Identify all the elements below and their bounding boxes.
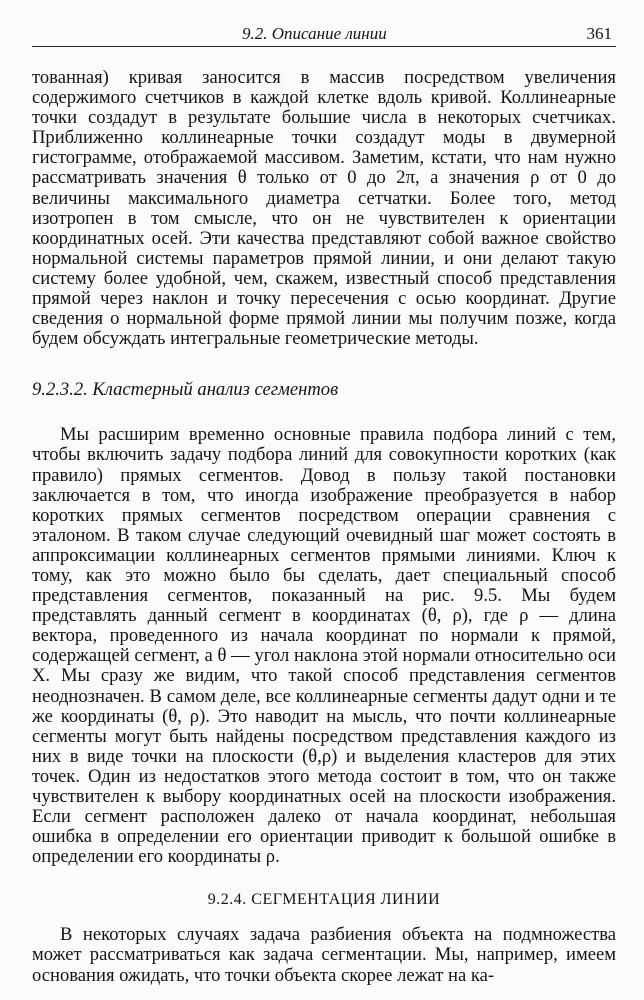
page-body bbox=[32, 68, 616, 986]
section-heading: 9.2.4. СЕГМЕНТАЦИЯ ЛИНИИ bbox=[207, 891, 441, 909]
paragraph-cluster-analysis: Мы расширим временно основные правила подбора линий с тем, чтобы включить задачу подбора линий для совокупности коротких (как правило) прямых сегментов. Довод в пользу такой постановки заключается в том, что иногда изображение преобразуется в набор коротких прямых сегментов посредством операции сравнения с эталоном. В таком случае следующий очевидный шаг может состоять в аппроксимации коллинеарных сегментов прямыми линиями. Ключ к тому, как это можно было бы сделать, дает специальный способ представления сегментов, показанный на рис. 9.5. Мы будем представлять данный сегмент в координатах (θ, ρ), где ρ — длина вектора, проведенного из начала координат по нормали к прямой, содержащей сегмент, а θ — угол наклона этой нормали относительно оси X. Мы сразу же видим, что такой способ представления сегментов неоднозначен. В самом деле, все коллинеарные сегменты дадут одни и те же координаты (θ, ρ). Это наводит на мысль, что почти коллинеарные сегменты могут быть найдены посредством представления каждого из них в виде точки на плоскости (θ,ρ) и выделения кластеров для этих точек. Один из недостатков этого метода состоит в том, что он также чувствителен к выбору координатных осей на плоскости изображения. Если сегмент расположен далеко от начала координат, небольшая ошибка в определении его ориентации приводит к большой ошибке в определении его координаты ρ. bbox=[32, 424, 616, 868]
running-title: 9.2. Описание линии bbox=[242, 24, 387, 43]
paragraph-line-segmentation: В некоторых случаях задача разбиения объекта на подмножества может рассматриваться как задача сегментации. Мы, например, имеем основания ожидать, что точки объекта скорее лежат на ка- bbox=[32, 924, 616, 986]
running-header bbox=[32, 22, 616, 47]
page-number: 361 bbox=[586, 24, 612, 43]
subsection-heading: 9.2.3.2. Кластерный анализ сегментов bbox=[32, 379, 339, 401]
paragraph-continued: тованная) кривая заносится в массив посредством увеличения содержимого счетчиков в каждой клетке вдоль кривой. Коллинеарные точки создадут в результате большие числа в некоторых счетчиках. Приближенно коллинеарные точки создадут моды в двумерной гистограмме, отображаемой массивом. Заметим, кстати, что нам нужно рассматривать значения θ только от 0 до 2π, а значения ρ от 0 до величины максимального диаметра сетчатки. Более того, метод изотропен в том смысле, что он не чувствителен к ориентации координатных осей. Эти качества представляют собой важное свойство нормальной системы параметров прямой линии, и они делают такую систему более удобной, чем, скажем, известный способ представления прямой через наклон и точку пересечения с осью координат. Другие сведения о нормальной форме прямой линии мы получим позже, когда будем обсуждать интегральные геометрические методы. bbox=[32, 67, 616, 350]
